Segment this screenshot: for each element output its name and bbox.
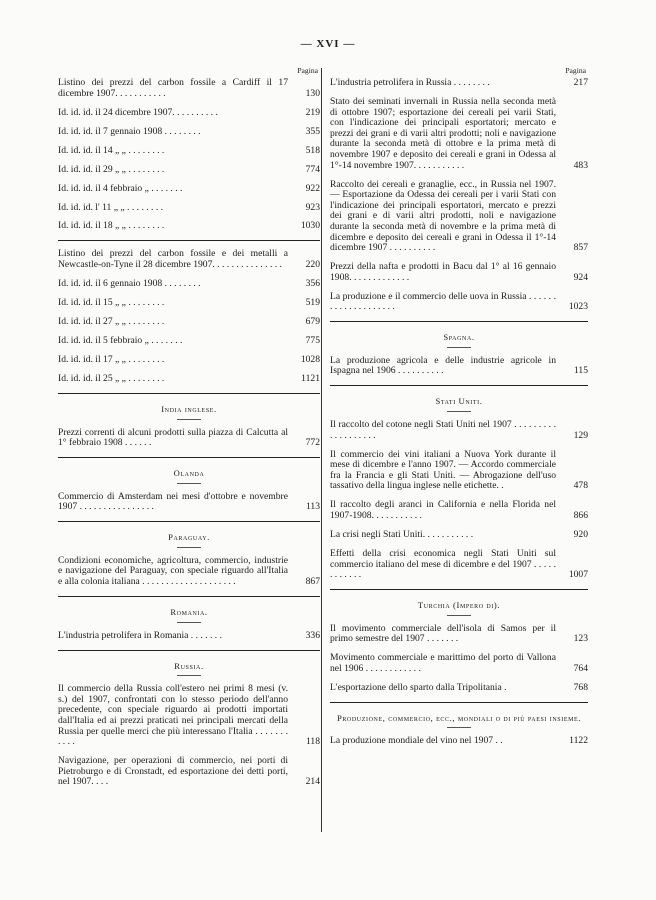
toc-entry-title: Il commercio della Russia coll'estero nei primi 8 mesi (v. s.) del 1907, confrontati con lo stesso periodo dell'anno precedente, con speciale riguardo ai prodotti importati dall'Italia ed ai prezzi praticati nei principali mercati della Russia per quelle merci che più interessano l'Italia . . . . . . . . . . . xyxy=(58,683,288,748)
toc-entry-title: Id. id. id. il 25 „ „ . . . . . . . . xyxy=(58,372,165,384)
section-separator xyxy=(58,521,320,522)
section-separator xyxy=(58,240,320,241)
toc-entry-page: 214 xyxy=(305,776,320,788)
toc-entry[interactable] xyxy=(330,530,588,541)
toc-entry-page: 113 xyxy=(305,501,320,513)
toc-entry-page: 478 xyxy=(573,480,588,492)
toc-entry-page: 772 xyxy=(305,437,320,449)
section-heading xyxy=(58,404,320,420)
page-number: — XVI — xyxy=(300,38,356,50)
toc-entry[interactable] xyxy=(58,127,320,138)
toc-entry-title: Id. id. id. il 14 „ „ . . . . . . . . xyxy=(58,144,165,156)
right-column xyxy=(330,66,588,755)
toc-entry[interactable] xyxy=(58,249,320,270)
toc-entry[interactable] xyxy=(330,683,588,694)
toc-entry-page: 867 xyxy=(305,576,320,588)
toc-entry-title: Commercio di Amsterdam nei mesi d'ottobre e novembre 1907 . . . . . . . . . . . . . . . . xyxy=(58,490,288,513)
toc-entry-title: Prezzi correnti di alcuni prodotti sulla piazza di Calcutta al 1° febbraio 1908 . . . . . . xyxy=(58,426,288,449)
toc-entry-title: Id. id. id. il 17 „ „ . . . . . . . . xyxy=(58,353,165,365)
toc-entry[interactable] xyxy=(58,184,320,195)
toc-entry[interactable] xyxy=(58,146,320,157)
toc-entry-page: 920 xyxy=(573,528,588,540)
toc-entry[interactable] xyxy=(58,756,320,788)
pagina-column-label: Pagina xyxy=(565,66,586,75)
toc-entry-page: 923 xyxy=(305,201,320,213)
toc-entry[interactable] xyxy=(58,684,320,748)
toc-entry[interactable] xyxy=(330,292,588,313)
toc-entry-page: 217 xyxy=(573,77,588,88)
toc-entry[interactable] xyxy=(330,356,588,377)
toc-entry[interactable] xyxy=(330,500,588,521)
toc-entry-page: 1023 xyxy=(568,301,588,313)
section-heading xyxy=(58,468,320,484)
toc-entry-page: 1121 xyxy=(301,372,320,384)
toc-entry-page: 768 xyxy=(573,681,588,693)
section-heading xyxy=(58,532,320,548)
toc-entry[interactable] xyxy=(58,78,320,99)
toc-entry-title: La crisi negli Stati Uniti. . . . . . . . . . . xyxy=(330,528,474,540)
section-heading-text: Russia. xyxy=(174,660,204,671)
section-heading xyxy=(330,600,588,616)
toc-entry-page: 679 xyxy=(305,316,320,328)
toc-entry-title: Prezzi della nafta e prodotti in Bacu dal 1° al 16 gennaio 1908. . . . . . . . . . . . . xyxy=(330,261,556,283)
toc-entry[interactable] xyxy=(58,108,320,119)
toc-entry-page: 355 xyxy=(305,125,320,137)
toc-entry-page: 336 xyxy=(305,629,320,641)
toc-entry-title: Raccolto dei cereali e granaglie, ecc., in Russia nel 1907. — Esportazione da Odessa dei cereali per i varii Stati con l'indicazione dei principali esportatori, mercato e prezzi dei grani e di varii altri prodotti, noli e navigazione durante la seconda metà di novembre e la prima metà di dicembre e deposito dei cereali e grani in Odessa il 1°-14 dicembre 1907 . . . . . . . . . . xyxy=(330,178,556,254)
toc-entry[interactable] xyxy=(330,624,588,645)
toc-entry[interactable] xyxy=(58,492,320,513)
section-heading xyxy=(58,607,320,623)
toc-entry[interactable] xyxy=(330,262,588,283)
toc-entry-title: La produzione mondiale del vino nel 1907 . . xyxy=(330,735,503,747)
toc-entry[interactable] xyxy=(58,165,320,176)
section-underline xyxy=(447,411,471,412)
toc-entry-title: Stato dei seminati invernali in Russia nella seconda metà di ottobre 1907; esportazione dei cereali pei varii Stati, con l'indicazione dei principali esportatori; mercato e prezzi dei grani e di varii altri prodotti; noli e navigazione durante la seconda metà di ottobre e la prima metà di novembre 1907 e deposito dei cereali e grani in Odessa al 1°-14 novembre 1907. . . . . . . . . . . xyxy=(330,95,556,171)
toc-entry-title: Navigazione, per operazioni di commercio, nei porti di Pietroburgo e di Cronstadt, ed esportazione dei detti porti, nel 1907. . . . xyxy=(58,755,288,788)
section-separator xyxy=(58,596,320,597)
toc-entry-page: 518 xyxy=(305,144,320,156)
toc-entry[interactable] xyxy=(330,97,588,171)
toc-entry-title: Id. id. id. il 6 gennaio 1908 . . . . . . . . xyxy=(58,278,201,290)
section-heading-text: Spagna. xyxy=(443,332,475,343)
toc-entry-page: 922 xyxy=(305,182,320,194)
toc-entry[interactable] xyxy=(58,317,320,328)
toc-entry-title: Id. id. id. il 24 dicembre 1907. . . . . . . . . . xyxy=(58,106,218,118)
section-heading xyxy=(330,396,588,412)
section-heading xyxy=(330,332,588,348)
toc-entry-page: 219 xyxy=(305,106,320,118)
toc-entry-page: 866 xyxy=(573,509,588,521)
section-underline xyxy=(177,547,201,548)
toc-entry-page: 1007 xyxy=(568,569,588,581)
section-heading xyxy=(330,713,588,729)
toc-entry-page: 924 xyxy=(573,271,588,283)
section-separator xyxy=(330,385,588,386)
section-separator xyxy=(58,650,320,651)
toc-entry-title: Id. id. id. l' 11 „ „ . . . . . . . . xyxy=(58,201,164,213)
section-separator xyxy=(330,589,588,590)
toc-entry-title: Il raccolto del cotone negli Stati Uniti nel 1907 . . . . . . . . . . . . . . . . . . . xyxy=(330,419,556,441)
section-separator xyxy=(330,702,588,703)
toc-entry-page: 519 xyxy=(305,297,320,309)
toc-entry-title: Effetti della crisi economica negli Stati Uniti sul commercio italiano del mese di dicembre e del 1907 . . . . . . . . . . . . xyxy=(330,547,556,581)
toc-entry-title: Condizioni economiche, agricoltura, commercio, industrie e navigazione del Paraguay, con speciale riguardo all'Italia e alla colonia italiana . . . . . . . . . . . . . . . . . . . . xyxy=(58,554,288,588)
toc-entry-page: 356 xyxy=(305,278,320,290)
toc-entry[interactable] xyxy=(58,374,320,385)
toc-entry[interactable] xyxy=(330,180,588,254)
toc-entry-title: Il commercio dei vini italiani a Nuova York durante il mese di dicembre e l'anno 1907. — Accordo commerciale fra la Francia e gli Stati Uniti. — Abrogazione dell'uso tassativo della lingua inglese nelle etichette. . xyxy=(330,448,556,492)
section-heading-text: Olanda xyxy=(173,468,205,479)
toc-entry-page: 115 xyxy=(573,365,588,377)
toc-entry[interactable] xyxy=(58,631,320,642)
toc-entry-title: L'industria petrolifera in Russia . . . . . . . . xyxy=(330,77,490,88)
section-heading-text: India inglese. xyxy=(161,403,217,414)
toc-entry-page: 764 xyxy=(573,662,588,674)
toc-entry-title: La produzione e il commercio delle uova in Russia . . . . . . . . . . . . . . . . . . . . xyxy=(330,290,556,313)
toc-entry-title: Il movimento commerciale dell'isola di Samos per il primo semestre del 1907 . . . . . . . xyxy=(330,622,556,645)
toc-entry-page: 129 xyxy=(573,429,588,441)
toc-entry[interactable] xyxy=(330,450,588,492)
toc-entry[interactable] xyxy=(330,736,588,747)
section-underline xyxy=(177,419,201,420)
toc-entry[interactable] xyxy=(330,420,588,441)
toc-entry-page: 118 xyxy=(305,736,320,748)
toc-entry[interactable] xyxy=(58,355,320,366)
toc-entry-page: 123 xyxy=(573,633,588,645)
toc-entry-title: La produzione agricola e delle industrie agricole in Ispagna nel 1906 . . . . . . . . . . xyxy=(330,354,556,377)
toc-entry-title: Id. id. id. il 29 „ „ . . . . . . . . xyxy=(58,163,165,175)
toc-entry-title: Listino dei prezzi del carbon fossile e dei metalli a Newcastle-on-Tyne il 28 dicembre 1907. . . . . . . . . . . . . . . xyxy=(58,248,288,271)
toc-entry-title: Movimento commerciale e marittimo del porto di Vallona nel 1906 . . . . . . . . . . . . xyxy=(330,652,556,674)
toc-entry-page: 130 xyxy=(305,87,320,99)
toc-entry[interactable] xyxy=(58,279,320,290)
toc-entry-page: 220 xyxy=(305,259,320,271)
toc-entry-page: 1028 xyxy=(300,353,320,365)
left-column xyxy=(58,66,320,796)
toc-entry-title: Il raccolto degli aranci in California e nella Florida nel 1907-1908. . . . . . . . . . . xyxy=(330,499,556,521)
toc-entry-title: L'esportazione dello sparto dalla Tripolitania . xyxy=(330,681,507,693)
section-heading-text: Stati Uniti. xyxy=(435,396,483,407)
toc-entry-title: Id. id. id. il 15 „ „ . . . . . . . . xyxy=(58,297,165,309)
toc-entry[interactable] xyxy=(330,653,588,674)
section-underline xyxy=(447,615,471,616)
toc-entry[interactable] xyxy=(58,336,320,347)
toc-entry[interactable] xyxy=(330,549,588,581)
section-separator xyxy=(58,393,320,394)
toc-entry-title: Id. id. id. il 18 „ „ . . . . . . . . xyxy=(58,220,165,232)
section-heading xyxy=(58,661,320,677)
toc-entry[interactable] xyxy=(330,78,588,89)
toc-entry[interactable] xyxy=(58,428,320,449)
section-heading-text: Romania. xyxy=(170,607,208,618)
section-underline xyxy=(177,675,201,676)
toc-entry-page: 1030 xyxy=(300,220,320,232)
section-underline xyxy=(177,483,201,484)
toc-entry-title: Id. id. id. il 5 febbraio „ . . . . . . . xyxy=(58,335,183,346)
section-underline xyxy=(447,347,471,348)
pagina-column-label: Pagina xyxy=(297,66,318,75)
toc-entry-title: Id. id. id. il 4 febbraio „ . . . . . . . xyxy=(58,182,183,194)
section-underline xyxy=(177,622,201,623)
toc-entry-title: L'industria petrolifera in Romania . . . . . . . xyxy=(58,629,222,641)
toc-entry-title: Listino dei prezzi del carbon fossile a Cardiff il 17 dicembre 1907. . . . . . . . . . . xyxy=(58,77,288,99)
toc-entry[interactable] xyxy=(58,221,320,232)
toc-entry-title: Id. id. id. il 27 „ „ . . . . . . . . xyxy=(58,316,165,328)
section-heading-text: Turchia (Impero di). xyxy=(417,600,501,611)
section-heading-text: Produzione, commercio, ecc., mondiali o di più paesi insieme. xyxy=(336,712,582,723)
section-heading-text: Paraguay. xyxy=(168,532,210,543)
toc-entry-page: 1122 xyxy=(569,735,588,747)
section-separator xyxy=(330,321,588,322)
column-divider xyxy=(321,68,322,832)
toc-entry[interactable] xyxy=(58,298,320,309)
toc-entry-page: 774 xyxy=(305,163,320,175)
toc-entry-page: 775 xyxy=(305,335,320,346)
toc-entry[interactable] xyxy=(58,203,320,214)
section-underline xyxy=(447,727,471,728)
section-separator xyxy=(58,457,320,458)
toc-entry-title: Id. id. id. il 7 gennaio 1908 . . . . . . . . xyxy=(58,125,201,137)
toc-entry-page: 483 xyxy=(573,159,588,171)
toc-entry-page: 857 xyxy=(573,242,588,254)
toc-entry[interactable] xyxy=(58,556,320,588)
